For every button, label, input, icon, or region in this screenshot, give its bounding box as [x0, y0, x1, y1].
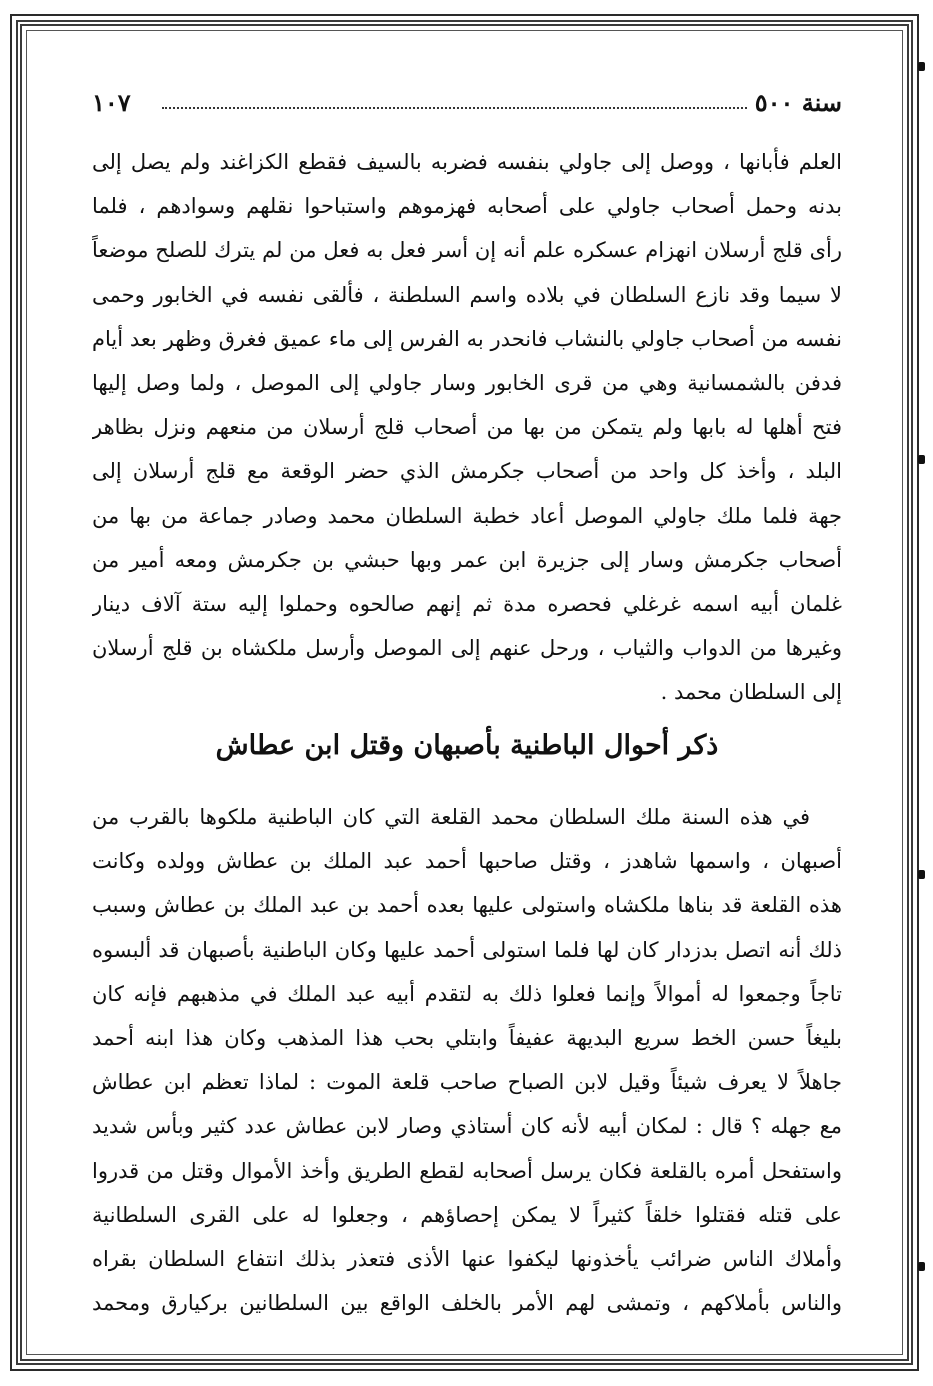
text-line: جهة فلما ملك جاولي الموصل أعاد خطبة السلطان محمد وصادر جماعة من بها من [92, 503, 842, 528]
text-line: إلى السلطان محمد . [660, 680, 842, 705]
text-line: والناس بأملاكهم ، وتمشى لهم الأمر بالخلف الواقع بين السلطانين بركيارق ومحمد [92, 1291, 842, 1316]
header-leader-dots [162, 107, 747, 109]
text-line: جاهلاً لا يعرف شيئاً وقيل لابن الصباح صاحب قلعة الموت : لماذا تعظم ابن عطاش [92, 1070, 842, 1095]
text-line: واستفحل أمره بالقلعة فكان يرسل أصحابه لقطع الطريق وأخذ الأموال وقتل من قدروا [92, 1158, 842, 1183]
text-line: نفسه من أصحاب جاولي بالنشاب فانحدر به الفرس إلى ماء عميق فغرق وظهر بعد أيام [92, 326, 842, 351]
text-line: فدفن بالشمسانية وهي من قرى الخابور وسار جاولي إلى الموصل ، ولما وصل إليها [92, 370, 842, 395]
page-number: ١٠٧ [92, 88, 131, 117]
margin-mark [918, 62, 925, 71]
text-line: ذلك أنه اتصل بدزدار كان لها فلما استولى أحمد عليها وكان الباطنية بأصبهان قد ألبسوه [92, 937, 842, 962]
text-line: بليغاً حسن الخط سريع البديهة عفيفاً وابتلي بحب هذا المذهب وكان هذا ابنه أحمد [92, 1025, 842, 1050]
text-line: غلمان أبيه اسمه غرغلي فحصره مدة ثم إنهم صالحوه وحملوا إليه ستة آلاف دينار [92, 591, 842, 616]
paragraph-2 [92, 795, 842, 1325]
text-line: بدنه وحمل أصحاب جاولي على أصحابه فهزموهم واستباحوا نقلهم وسوادهم ، فلما [92, 194, 842, 219]
text-line: أصحاب جكرمش وسار إلى جزيرة ابن عمر وبها حبشي بن جكرمش ومعه أمير من [92, 547, 842, 572]
text-line: فتح أهلها له بابها ولم يتمكن من بها من أصحاب قلج أرسلان من منعهم ونزل بظاهر [92, 415, 842, 440]
paragraph-1 [92, 140, 842, 714]
margin-mark [918, 455, 925, 464]
text-line: على قتله فقتلوا خلقاً كثيراً لا يمكن إحصاؤهم ، وجعلوا له على القرى السلطانية [92, 1202, 842, 1227]
text-line: تاجاً وجمعوا له أموالاً وإنما فعلوا ذلك به لتقدم أبيه عبد الملك في مذهبهم فإنه كان [92, 981, 842, 1006]
text-line: لا سيما وقد نازع السلطان في بلاده واسم السلطنة ، فألقى نفسه في الخابور وحمى [92, 282, 842, 307]
text-line: أصبهان ، واسمها شاهدز ، وقتل صاحبها أحمد عبد الملك بن عطاش وولده وكانت [92, 849, 842, 874]
page-header [92, 88, 842, 120]
running-head-year: سنة ٥٠٠ [754, 88, 842, 117]
margin-mark [918, 870, 925, 879]
text-line: وغيرها من الدواب والثياب ، ورحل عنهم إلى الموصل وأرسل ملكشاه بن قلج أرسلان [92, 636, 842, 661]
text-line: في هذه السنة ملك السلطان محمد القلعة التي كان الباطنية ملكوها بالقرب من [92, 805, 810, 829]
text-line: هذه القلعة قد بناها ملكشاه واستولى عليها بعده أحمد بن عبد الملك بن عطاش وسبب [92, 893, 842, 918]
text-line: وأملاك الناس ضرائب يأخذونها ليكفوا عنها الأذى فتعذر بذلك انتفاع السلطان بقراه [92, 1246, 842, 1271]
section-title: ذكر أحوال الباطنية بأصبهان وقتل ابن عطاش [215, 730, 719, 761]
margin-mark [918, 1262, 925, 1271]
text-line: البلد ، وأخذ كل واحد من أصحاب جكرمش الذي حضر الوقعة مع قلج أرسلان إلى [92, 459, 842, 484]
text-line: رأى قلج أرسلان انهزام عسكره علم أنه إن أسر فعل به فعل من لم يترك للصلح موضعاً [92, 238, 842, 263]
text-line: العلم فأبانها ، ووصل إلى جاولي بنفسه فضربه بالسيف فقطع الكزاغند ولم يصل إلى [92, 150, 842, 174]
text-line: مع جهله ؟ قال : لمكان أبيه لأنه كان أستاذي وصار لابن عطاش عدد كثير وبأس شديد [92, 1114, 842, 1139]
